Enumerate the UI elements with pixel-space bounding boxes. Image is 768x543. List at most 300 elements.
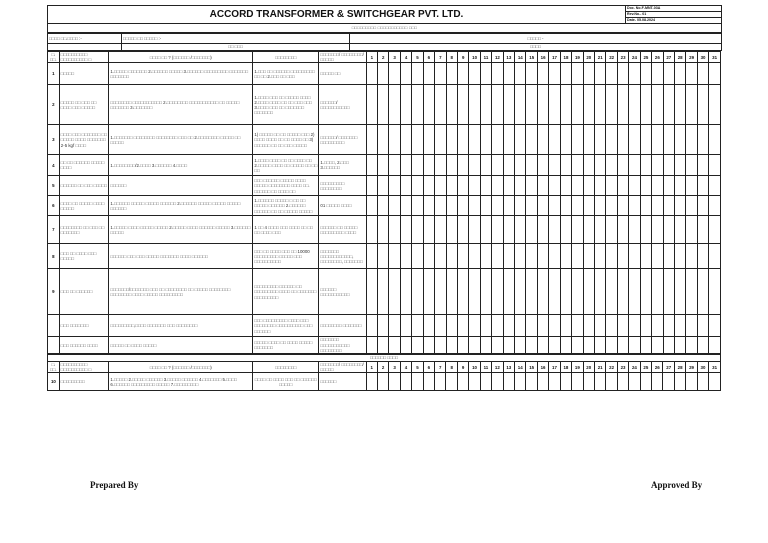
day-check-cell[interactable]: [492, 63, 503, 85]
day-check-cell[interactable]: [492, 315, 503, 337]
day-check-cell[interactable]: [503, 216, 514, 244]
day-check-cell[interactable]: [686, 196, 697, 216]
day-check-cell[interactable]: [400, 216, 411, 244]
day-check-cell[interactable]: [606, 176, 617, 196]
day-check-cell[interactable]: [503, 373, 514, 391]
day-check-cell[interactable]: [480, 373, 491, 391]
day-check-cell[interactable]: [674, 373, 685, 391]
day-check-cell[interactable]: [640, 244, 651, 269]
day-check-cell[interactable]: [526, 337, 537, 354]
day-check-cell[interactable]: [674, 155, 685, 176]
day-check-cell[interactable]: [537, 315, 548, 337]
day-check-cell[interactable]: [480, 63, 491, 85]
day-check-cell[interactable]: [595, 244, 606, 269]
day-check-cell[interactable]: [617, 244, 628, 269]
day-check-cell[interactable]: [446, 373, 457, 391]
day-check-cell[interactable]: [389, 196, 400, 216]
day-check-cell[interactable]: [709, 373, 721, 391]
day-check-cell[interactable]: [652, 269, 663, 315]
day-check-cell[interactable]: [446, 63, 457, 85]
day-check-cell[interactable]: [606, 373, 617, 391]
day-check-cell[interactable]: [663, 155, 674, 176]
day-check-cell[interactable]: [697, 63, 708, 85]
day-check-cell[interactable]: [572, 216, 583, 244]
day-check-cell[interactable]: [457, 337, 468, 354]
day-check-cell[interactable]: [560, 85, 571, 125]
day-check-cell[interactable]: [526, 269, 537, 315]
day-check-cell[interactable]: [492, 216, 503, 244]
day-check-cell[interactable]: [526, 196, 537, 216]
day-check-cell[interactable]: [412, 196, 423, 216]
day-check-cell[interactable]: [503, 85, 514, 125]
day-check-cell[interactable]: [572, 269, 583, 315]
day-check-cell[interactable]: [400, 196, 411, 216]
day-check-cell[interactable]: [469, 315, 480, 337]
day-check-cell[interactable]: [686, 85, 697, 125]
day-check-cell[interactable]: [537, 125, 548, 155]
day-check-cell[interactable]: [537, 216, 548, 244]
day-check-cell[interactable]: [674, 216, 685, 244]
day-check-cell[interactable]: [526, 244, 537, 269]
day-check-cell[interactable]: [686, 269, 697, 315]
day-check-cell[interactable]: [595, 315, 606, 337]
day-check-cell[interactable]: [389, 155, 400, 176]
day-check-cell[interactable]: [423, 196, 434, 216]
day-check-cell[interactable]: [549, 269, 560, 315]
day-check-cell[interactable]: [389, 373, 400, 391]
day-check-cell[interactable]: [674, 63, 685, 85]
day-check-cell[interactable]: [549, 196, 560, 216]
day-check-cell[interactable]: [412, 125, 423, 155]
day-check-cell[interactable]: [480, 216, 491, 244]
day-check-cell[interactable]: [617, 269, 628, 315]
day-check-cell[interactable]: [389, 244, 400, 269]
day-check-cell[interactable]: [652, 85, 663, 125]
day-check-cell[interactable]: [549, 244, 560, 269]
day-check-cell[interactable]: [492, 373, 503, 391]
day-check-cell[interactable]: [583, 196, 594, 216]
day-check-cell[interactable]: [366, 216, 377, 244]
day-check-cell[interactable]: [640, 269, 651, 315]
day-check-cell[interactable]: [503, 244, 514, 269]
day-check-cell[interactable]: [560, 244, 571, 269]
day-check-cell[interactable]: [583, 337, 594, 354]
day-check-cell[interactable]: [378, 269, 389, 315]
day-check-cell[interactable]: [560, 125, 571, 155]
day-check-cell[interactable]: [400, 63, 411, 85]
day-check-cell[interactable]: [606, 63, 617, 85]
day-check-cell[interactable]: [663, 125, 674, 155]
day-check-cell[interactable]: [595, 63, 606, 85]
day-check-cell[interactable]: [423, 216, 434, 244]
day-check-cell[interactable]: [412, 337, 423, 354]
day-check-cell[interactable]: [663, 216, 674, 244]
day-check-cell[interactable]: [697, 155, 708, 176]
day-check-cell[interactable]: [412, 269, 423, 315]
day-check-cell[interactable]: [697, 373, 708, 391]
day-check-cell[interactable]: [606, 244, 617, 269]
day-check-cell[interactable]: [378, 196, 389, 216]
day-check-cell[interactable]: [492, 155, 503, 176]
day-check-cell[interactable]: [595, 269, 606, 315]
day-check-cell[interactable]: [435, 315, 446, 337]
day-check-cell[interactable]: [640, 85, 651, 125]
day-check-cell[interactable]: [606, 155, 617, 176]
day-check-cell[interactable]: [400, 373, 411, 391]
day-check-cell[interactable]: [492, 269, 503, 315]
day-check-cell[interactable]: [629, 85, 640, 125]
day-check-cell[interactable]: [560, 196, 571, 216]
day-check-cell[interactable]: [412, 85, 423, 125]
day-check-cell[interactable]: [697, 315, 708, 337]
day-check-cell[interactable]: [617, 373, 628, 391]
day-check-cell[interactable]: [366, 269, 377, 315]
day-check-cell[interactable]: [549, 176, 560, 196]
day-check-cell[interactable]: [652, 315, 663, 337]
day-check-cell[interactable]: [492, 125, 503, 155]
day-check-cell[interactable]: [663, 85, 674, 125]
day-check-cell[interactable]: [457, 216, 468, 244]
day-check-cell[interactable]: [469, 63, 480, 85]
day-check-cell[interactable]: [480, 269, 491, 315]
day-check-cell[interactable]: [617, 196, 628, 216]
day-check-cell[interactable]: [549, 125, 560, 155]
day-check-cell[interactable]: [686, 216, 697, 244]
day-check-cell[interactable]: [469, 125, 480, 155]
day-check-cell[interactable]: [606, 269, 617, 315]
day-check-cell[interactable]: [595, 196, 606, 216]
day-check-cell[interactable]: [435, 176, 446, 196]
day-check-cell[interactable]: [400, 176, 411, 196]
day-check-cell[interactable]: [503, 125, 514, 155]
day-check-cell[interactable]: [400, 315, 411, 337]
day-check-cell[interactable]: [526, 85, 537, 125]
day-check-cell[interactable]: [606, 125, 617, 155]
day-check-cell[interactable]: [572, 85, 583, 125]
day-check-cell[interactable]: [446, 196, 457, 216]
day-check-cell[interactable]: [663, 196, 674, 216]
day-check-cell[interactable]: [378, 337, 389, 354]
day-check-cell[interactable]: [446, 85, 457, 125]
day-check-cell[interactable]: [537, 196, 548, 216]
day-check-cell[interactable]: [709, 216, 721, 244]
day-check-cell[interactable]: [572, 125, 583, 155]
day-check-cell[interactable]: [492, 85, 503, 125]
day-check-cell[interactable]: [446, 315, 457, 337]
day-check-cell[interactable]: [595, 85, 606, 125]
day-check-cell[interactable]: [674, 244, 685, 269]
day-check-cell[interactable]: [400, 125, 411, 155]
day-check-cell[interactable]: [366, 337, 377, 354]
day-check-cell[interactable]: [412, 176, 423, 196]
day-check-cell[interactable]: [560, 176, 571, 196]
day-check-cell[interactable]: [446, 125, 457, 155]
day-check-cell[interactable]: [435, 373, 446, 391]
day-check-cell[interactable]: [366, 196, 377, 216]
day-check-cell[interactable]: [423, 125, 434, 155]
day-check-cell[interactable]: [595, 216, 606, 244]
day-check-cell[interactable]: [686, 176, 697, 196]
day-check-cell[interactable]: [435, 196, 446, 216]
day-check-cell[interactable]: [515, 373, 526, 391]
day-check-cell[interactable]: [503, 155, 514, 176]
day-check-cell[interactable]: [446, 269, 457, 315]
day-check-cell[interactable]: [697, 176, 708, 196]
day-check-cell[interactable]: [537, 176, 548, 196]
day-check-cell[interactable]: [549, 63, 560, 85]
day-check-cell[interactable]: [709, 176, 721, 196]
day-check-cell[interactable]: [423, 85, 434, 125]
day-check-cell[interactable]: [697, 125, 708, 155]
day-check-cell[interactable]: [469, 337, 480, 354]
day-check-cell[interactable]: [583, 125, 594, 155]
day-check-cell[interactable]: [526, 155, 537, 176]
day-check-cell[interactable]: [412, 63, 423, 85]
day-check-cell[interactable]: [480, 337, 491, 354]
day-check-cell[interactable]: [435, 244, 446, 269]
day-check-cell[interactable]: [515, 63, 526, 85]
day-check-cell[interactable]: [389, 337, 400, 354]
day-check-cell[interactable]: [572, 244, 583, 269]
day-check-cell[interactable]: [492, 337, 503, 354]
day-check-cell[interactable]: [515, 337, 526, 354]
day-check-cell[interactable]: [435, 337, 446, 354]
day-check-cell[interactable]: [457, 155, 468, 176]
day-check-cell[interactable]: [583, 63, 594, 85]
day-check-cell[interactable]: [709, 85, 721, 125]
day-check-cell[interactable]: [389, 63, 400, 85]
day-check-cell[interactable]: [515, 216, 526, 244]
day-check-cell[interactable]: [640, 373, 651, 391]
day-check-cell[interactable]: [686, 315, 697, 337]
day-check-cell[interactable]: [674, 315, 685, 337]
day-check-cell[interactable]: [674, 196, 685, 216]
day-check-cell[interactable]: [389, 315, 400, 337]
day-check-cell[interactable]: [697, 216, 708, 244]
day-check-cell[interactable]: [629, 176, 640, 196]
day-check-cell[interactable]: [583, 85, 594, 125]
day-check-cell[interactable]: [583, 216, 594, 244]
day-check-cell[interactable]: [469, 176, 480, 196]
day-check-cell[interactable]: [378, 63, 389, 85]
day-check-cell[interactable]: [412, 155, 423, 176]
day-check-cell[interactable]: [366, 85, 377, 125]
day-check-cell[interactable]: [583, 155, 594, 176]
day-check-cell[interactable]: [640, 125, 651, 155]
day-check-cell[interactable]: [709, 63, 721, 85]
day-check-cell[interactable]: [640, 63, 651, 85]
day-check-cell[interactable]: [378, 315, 389, 337]
day-check-cell[interactable]: [526, 63, 537, 85]
day-check-cell[interactable]: [378, 244, 389, 269]
day-check-cell[interactable]: [515, 85, 526, 125]
day-check-cell[interactable]: [709, 337, 721, 354]
day-check-cell[interactable]: [457, 176, 468, 196]
day-check-cell[interactable]: [457, 125, 468, 155]
day-check-cell[interactable]: [663, 373, 674, 391]
day-check-cell[interactable]: [400, 155, 411, 176]
day-check-cell[interactable]: [674, 269, 685, 315]
day-check-cell[interactable]: [583, 269, 594, 315]
day-check-cell[interactable]: [412, 315, 423, 337]
day-check-cell[interactable]: [663, 244, 674, 269]
day-check-cell[interactable]: [709, 125, 721, 155]
day-check-cell[interactable]: [652, 125, 663, 155]
day-check-cell[interactable]: [697, 196, 708, 216]
day-check-cell[interactable]: [515, 244, 526, 269]
day-check-cell[interactable]: [503, 63, 514, 85]
day-check-cell[interactable]: [617, 315, 628, 337]
day-check-cell[interactable]: [686, 125, 697, 155]
day-check-cell[interactable]: [400, 85, 411, 125]
day-check-cell[interactable]: [480, 155, 491, 176]
day-check-cell[interactable]: [617, 216, 628, 244]
day-check-cell[interactable]: [435, 63, 446, 85]
day-check-cell[interactable]: [549, 85, 560, 125]
day-check-cell[interactable]: [583, 373, 594, 391]
day-check-cell[interactable]: [480, 125, 491, 155]
day-check-cell[interactable]: [549, 337, 560, 354]
day-check-cell[interactable]: [480, 176, 491, 196]
day-check-cell[interactable]: [686, 63, 697, 85]
day-check-cell[interactable]: [617, 63, 628, 85]
day-check-cell[interactable]: [457, 63, 468, 85]
day-check-cell[interactable]: [526, 216, 537, 244]
day-check-cell[interactable]: [378, 155, 389, 176]
day-check-cell[interactable]: [526, 176, 537, 196]
day-check-cell[interactable]: [503, 196, 514, 216]
day-check-cell[interactable]: [629, 337, 640, 354]
day-check-cell[interactable]: [697, 85, 708, 125]
day-check-cell[interactable]: [457, 315, 468, 337]
day-check-cell[interactable]: [629, 63, 640, 85]
day-check-cell[interactable]: [423, 315, 434, 337]
day-check-cell[interactable]: [400, 337, 411, 354]
day-check-cell[interactable]: [377, 373, 388, 391]
day-check-cell[interactable]: [640, 196, 651, 216]
day-check-cell[interactable]: [652, 176, 663, 196]
day-check-cell[interactable]: [686, 337, 697, 354]
day-check-cell[interactable]: [515, 176, 526, 196]
day-check-cell[interactable]: [503, 337, 514, 354]
day-check-cell[interactable]: [606, 196, 617, 216]
day-check-cell[interactable]: [492, 176, 503, 196]
day-check-cell[interactable]: [412, 373, 423, 391]
day-check-cell[interactable]: [595, 337, 606, 354]
day-check-cell[interactable]: [378, 216, 389, 244]
day-check-cell[interactable]: [595, 125, 606, 155]
day-check-cell[interactable]: [652, 373, 663, 391]
day-check-cell[interactable]: [652, 63, 663, 85]
day-check-cell[interactable]: [400, 244, 411, 269]
day-check-cell[interactable]: [423, 244, 434, 269]
day-check-cell[interactable]: [423, 269, 434, 315]
day-check-cell[interactable]: [515, 269, 526, 315]
day-check-cell[interactable]: [629, 125, 640, 155]
day-check-cell[interactable]: [469, 196, 480, 216]
day-check-cell[interactable]: [640, 315, 651, 337]
day-check-cell[interactable]: [537, 244, 548, 269]
day-check-cell[interactable]: [389, 125, 400, 155]
day-check-cell[interactable]: [709, 196, 721, 216]
day-check-cell[interactable]: [572, 63, 583, 85]
day-check-cell[interactable]: [697, 244, 708, 269]
day-check-cell[interactable]: [606, 315, 617, 337]
day-check-cell[interactable]: [366, 63, 377, 85]
day-check-cell[interactable]: [423, 63, 434, 85]
day-check-cell[interactable]: [366, 125, 377, 155]
day-check-cell[interactable]: [686, 373, 697, 391]
day-check-cell[interactable]: [435, 125, 446, 155]
day-check-cell[interactable]: [537, 85, 548, 125]
day-check-cell[interactable]: [423, 176, 434, 196]
day-check-cell[interactable]: [469, 373, 480, 391]
day-check-cell[interactable]: [606, 216, 617, 244]
day-check-cell[interactable]: [663, 176, 674, 196]
day-check-cell[interactable]: [515, 196, 526, 216]
day-check-cell[interactable]: [560, 373, 571, 391]
day-check-cell[interactable]: [549, 373, 560, 391]
day-check-cell[interactable]: [709, 155, 721, 176]
day-check-cell[interactable]: [412, 244, 423, 269]
day-check-cell[interactable]: [572, 373, 583, 391]
day-check-cell[interactable]: [503, 269, 514, 315]
day-check-cell[interactable]: [663, 315, 674, 337]
day-check-cell[interactable]: [435, 216, 446, 244]
day-check-cell[interactable]: [663, 269, 674, 315]
day-check-cell[interactable]: [640, 337, 651, 354]
day-check-cell[interactable]: [457, 85, 468, 125]
day-check-cell[interactable]: [526, 315, 537, 337]
day-check-cell[interactable]: [412, 216, 423, 244]
day-check-cell[interactable]: [515, 315, 526, 337]
day-check-cell[interactable]: [526, 373, 537, 391]
day-check-cell[interactable]: [629, 373, 640, 391]
day-check-cell[interactable]: [435, 85, 446, 125]
day-check-cell[interactable]: [674, 337, 685, 354]
day-check-cell[interactable]: [709, 244, 721, 269]
day-check-cell[interactable]: [652, 216, 663, 244]
day-check-cell[interactable]: [560, 63, 571, 85]
day-check-cell[interactable]: [652, 244, 663, 269]
day-check-cell[interactable]: [686, 155, 697, 176]
day-check-cell[interactable]: [572, 315, 583, 337]
day-check-cell[interactable]: [366, 155, 377, 176]
day-check-cell[interactable]: [469, 244, 480, 269]
day-check-cell[interactable]: [446, 176, 457, 196]
day-check-cell[interactable]: [652, 196, 663, 216]
day-check-cell[interactable]: [583, 244, 594, 269]
day-check-cell[interactable]: [526, 125, 537, 155]
day-check-cell[interactable]: [389, 216, 400, 244]
day-check-cell[interactable]: [435, 269, 446, 315]
day-check-cell[interactable]: [446, 216, 457, 244]
day-check-cell[interactable]: [423, 373, 434, 391]
day-check-cell[interactable]: [629, 269, 640, 315]
day-check-cell[interactable]: [457, 269, 468, 315]
day-check-cell[interactable]: [686, 244, 697, 269]
day-check-cell[interactable]: [606, 337, 617, 354]
day-check-cell[interactable]: [389, 85, 400, 125]
day-check-cell[interactable]: [457, 244, 468, 269]
day-check-cell[interactable]: [663, 63, 674, 85]
day-check-cell[interactable]: [572, 337, 583, 354]
day-check-cell[interactable]: [492, 196, 503, 216]
day-check-cell[interactable]: [400, 269, 411, 315]
day-check-cell[interactable]: [640, 176, 651, 196]
day-check-cell[interactable]: [572, 155, 583, 176]
day-check-cell[interactable]: [652, 337, 663, 354]
